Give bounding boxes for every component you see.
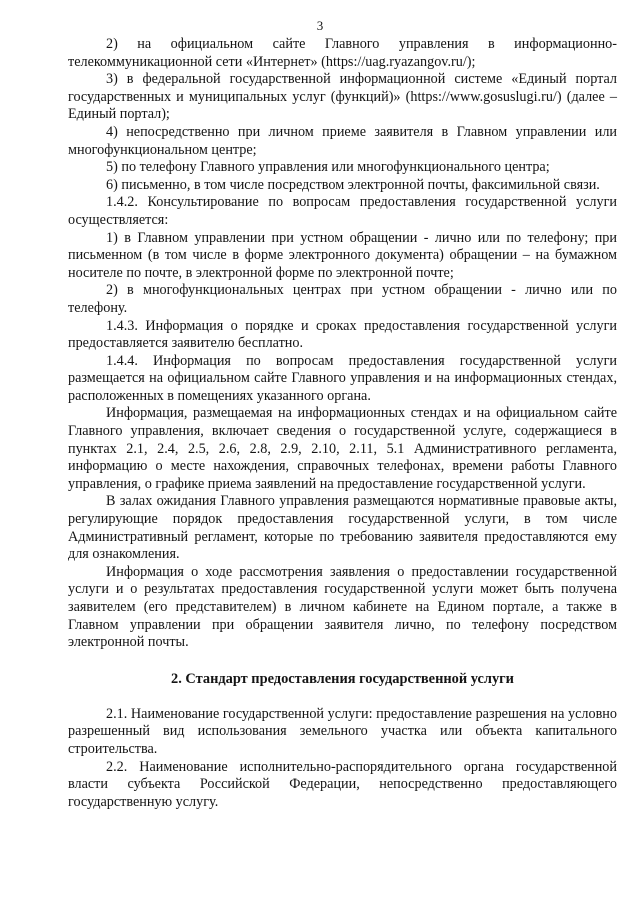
paragraph: 2) в многофункциональных центрах при устном обращении - лично или по телефону. [68, 282, 617, 316]
paragraph: 4) непосредственно при личном приеме заявителя в Главном управлении или многофункциональном центре; [68, 123, 617, 158]
paragraph: 2.1. Наименование государственной услуги: предоставление разрешения на условно разрешенный вид использования земельного участка или объекта капитального строительства. [68, 705, 617, 757]
paragraph: 2) на официальном сайте Главного управления в информационно-телекоммуникационной сети «Интернет» (https://uag.ryazangov.ru/); [68, 36, 617, 70]
paragraph: 6) письменно, в том числе посредством электронной почты, факсимильной связи. [106, 176, 600, 193]
paragraph: 5) по телефону Главного управления или многофункционального центра; [106, 159, 550, 176]
paragraph: В залах ожидания Главного управления размещаются нормативные правовые акты, регулирующие порядок предоставления государственной услуги, в том числе Административный регламент, которые по требованию заявителя предоставляются ему для ознакомления. [68, 493, 617, 563]
paragraph: Информация о ходе рассмотрения заявления о предоставлении государственной услуги и о результатах предоставления государственной услуги может быть получена заявителем (его представителем) в личном кабинете на Едином портале, а также в Главном управлении при обращении заявителя лично, по телефону посредством электронной почты. [68, 563, 617, 651]
paragraph: 1.4.4. Информация по вопросам предоставления государственной услуги размещается на официальном сайте Главного управления и на информационных стендах, расположенных в помещениях указанного органа. [68, 352, 617, 404]
paragraph: 1.4.3. Информация о порядке и сроках предоставления государственной услуги предоставляется заявителю бесплатно. [68, 317, 617, 352]
paragraph: 1) в Главном управлении при устном обращении - лично или по телефону; при письменном (в том числе в форме электронного документа) обращении – на бумажном носителе по почте, в электронной форме по электронной почте; [68, 229, 617, 281]
document-body [68, 36, 617, 811]
paragraph: 2.2. Наименование исполнительно-распорядительного органа государственной власти субъекта Российской Федерации, непосредственно предоставляющего государственную услугу. [68, 758, 617, 810]
paragraph: 1.4.2. Консультирование по вопросам предоставления государственной услуги осуществляется: [68, 194, 617, 228]
paragraph: 3) в федеральной государственной информационной системе «Единый портал государственных и муниципальных услуг (функций)» (https://www.gosuslugi.ru/) (далее – Единый портал); [68, 71, 617, 123]
section-heading: 2. Стандарт предоставления государственной услуги [171, 670, 514, 687]
paragraph: Информация, размещаемая на информационных стендах и на официальном сайте Главного управления, включает сведения о государственной услуге, содержащиеся в пунктах 2.1, 2.4, 2.5, 2.6, 2.8, 2.9, 2.10, 2.11, 5.1 Административного регламента, информацию о месте нахождения, справочных телефонах, времени работы Главного управления, о графике приема заявлений на предоставление государственной услуги. [68, 405, 617, 492]
page-number: 3 [316, 18, 324, 33]
